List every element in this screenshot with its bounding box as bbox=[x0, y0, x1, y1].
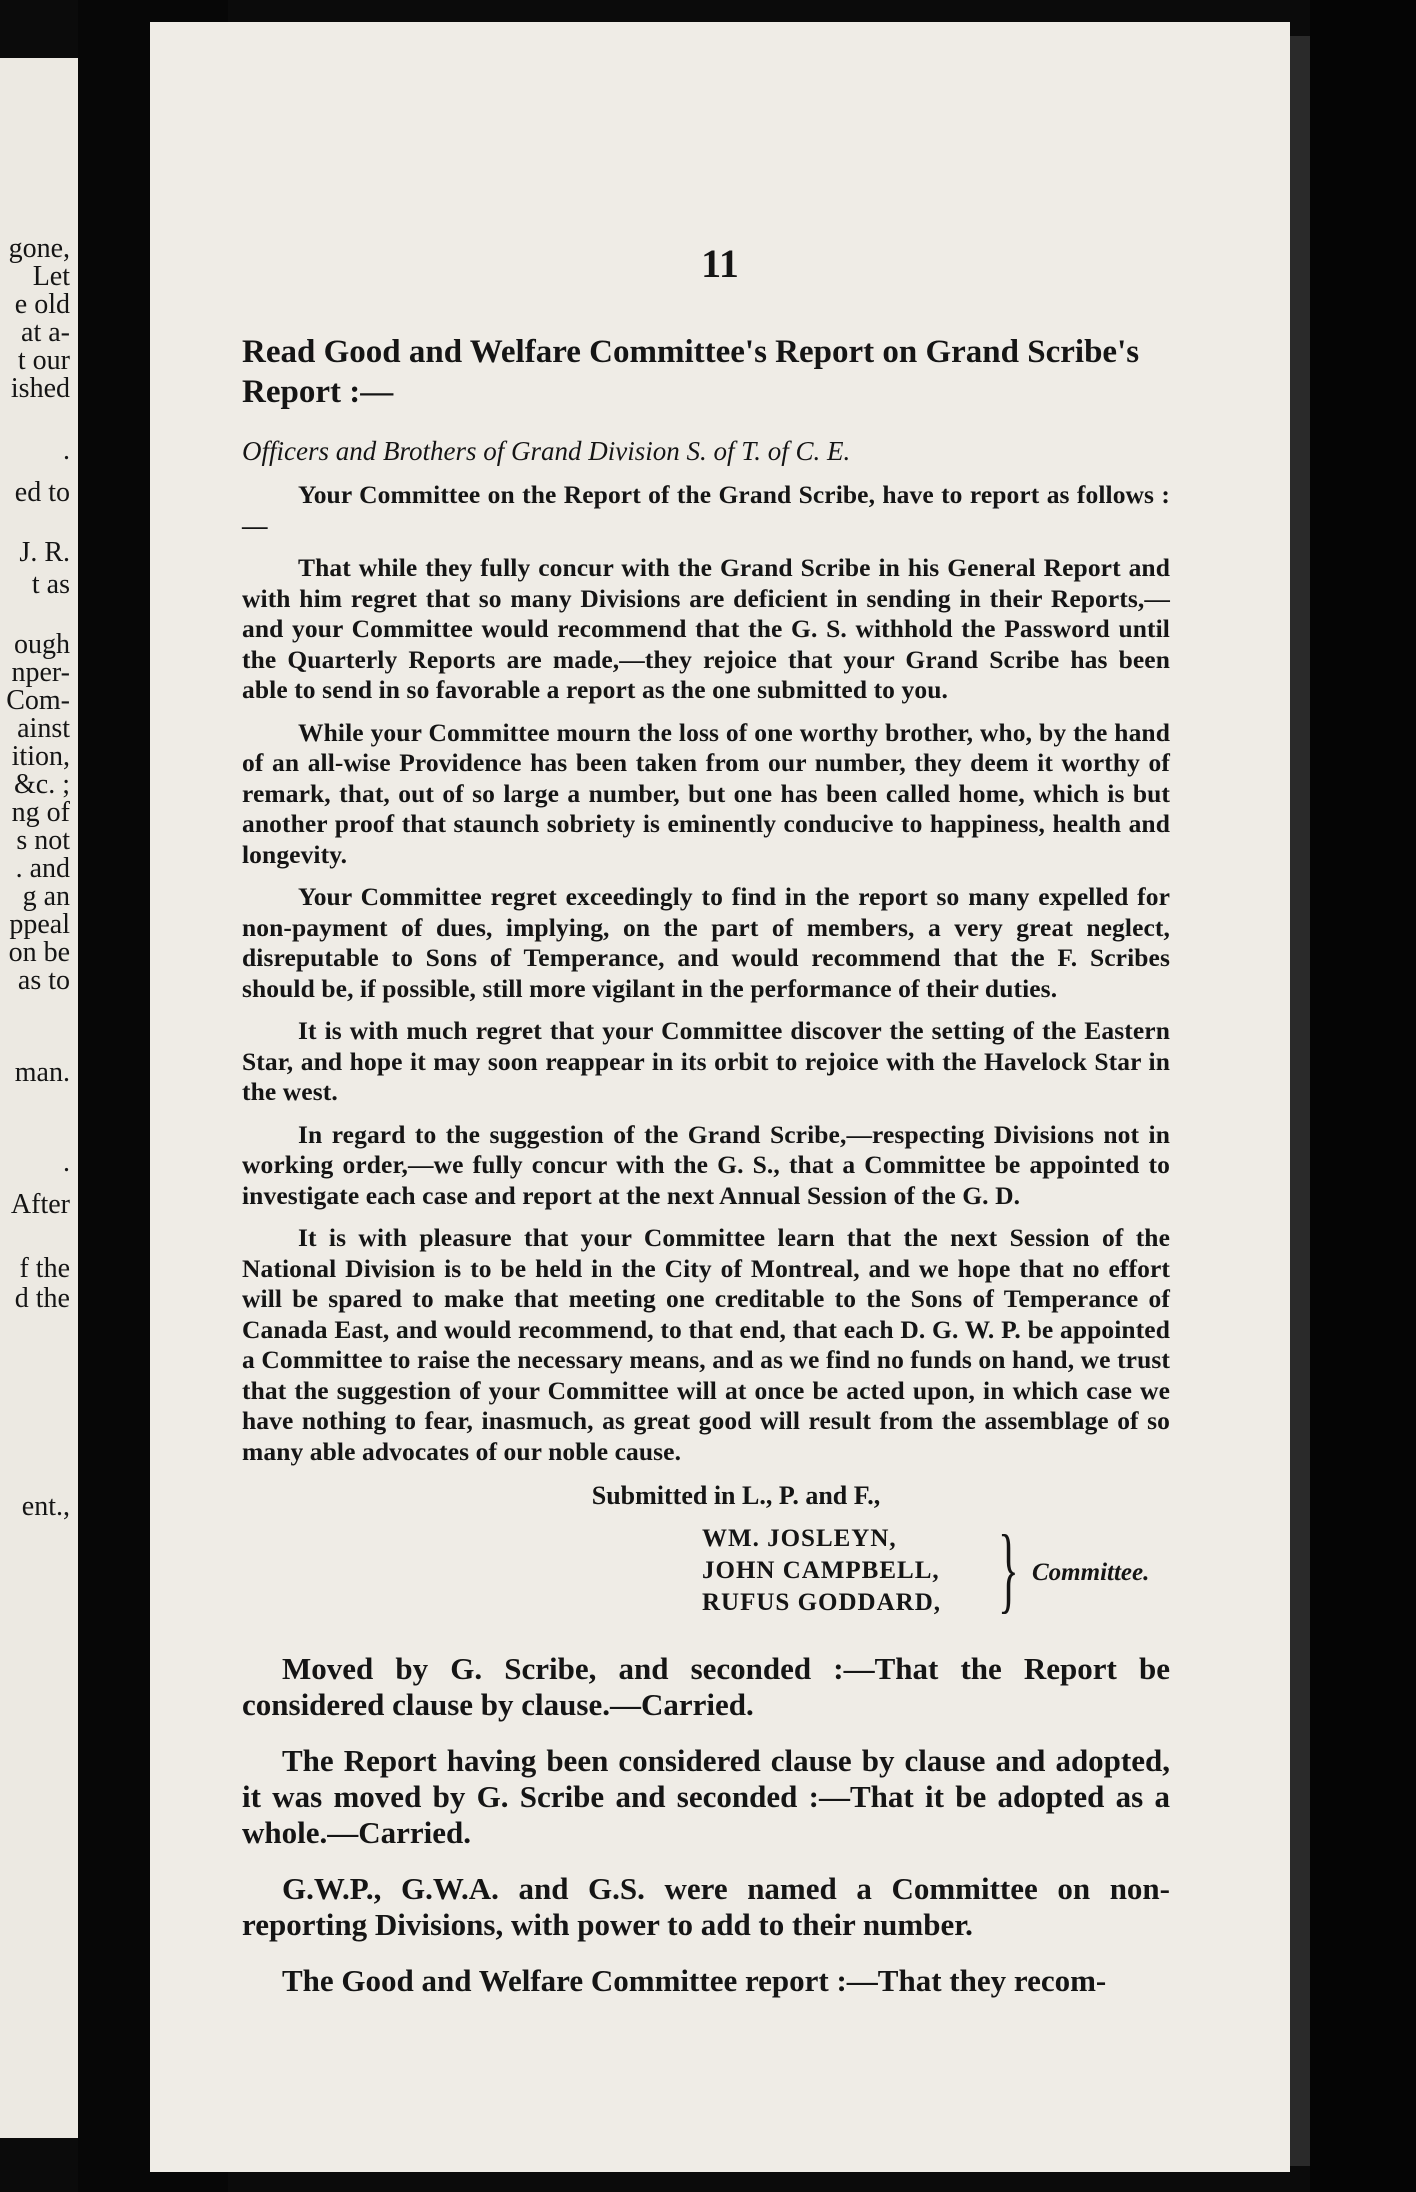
facing-page-fragment: ition, bbox=[11, 741, 70, 772]
signer-name: JOHN CAMPBELL, bbox=[702, 1557, 940, 1584]
submitted-line: Submitted in L., P. and F., bbox=[591, 1481, 881, 1510]
facing-page-fragment: gone, bbox=[8, 233, 70, 264]
salutation: Officers and Brothers of Grand Division S. of T. of C. E. bbox=[242, 436, 851, 466]
facing-page-fragment: After bbox=[10, 1189, 70, 1220]
page-body bbox=[242, 332, 1170, 2009]
report-paragraph: In regard to the suggestion of the Grand Scribe,—respecting Divisions not in working order,—we fully concur with the G. S., that a Committee be appointed to investigate each case and report at the next Annual Session of the G. D. bbox=[242, 1119, 1170, 1210]
report-paragraph: Your Committee regret exceedingly to find in the report so many expelled for non-payment of dues, implying, on the part of members, a very great neglect, disreputable to Sons of Temperance, and would recommend that the F. Scribes should be, if possible, still more vigilant in the performance of their duties. bbox=[242, 882, 1170, 1003]
facing-page-fragment: g an bbox=[22, 881, 70, 912]
facing-page-fragment: ng of bbox=[11, 797, 70, 828]
report-paragraph: Your Committee on the Report of the Grand Scribe, have to report as follows :— bbox=[242, 480, 1170, 540]
facing-page-fragment: d the bbox=[14, 1283, 70, 1314]
report-paragraph: That while they fully concur with the Grand Scribe in his General Report and with him regret that so many Divisions are deficient in sending in their Reports,—and your Committee would recommend that the G. S. withhold the Password until the Quarterly Reports are made,—they rejoice that your Grand Scribe has been able to send in so favorable a report as the one submitted to you. bbox=[242, 553, 1170, 704]
facing-page-fragment: ent., bbox=[21, 1491, 70, 1522]
facing-page-fragment: e old bbox=[14, 289, 70, 320]
facing-page-fragment: ainst bbox=[17, 713, 70, 744]
facing-page-fragment: . bbox=[63, 435, 70, 466]
signers-role: Committee. bbox=[1032, 1559, 1150, 1586]
document-page bbox=[150, 22, 1290, 2172]
facing-page-fragment: . bbox=[63, 1147, 70, 1178]
facing-page-fragment: as to bbox=[17, 965, 70, 996]
signer-name: RUFUS GODDARD, bbox=[702, 1589, 941, 1616]
facing-page-fragment: J. R. bbox=[19, 537, 70, 568]
facing-page-fragment: &c. ; bbox=[14, 769, 70, 800]
report-paragraph: It is with pleasure that your Committee learn that the next Session of the National Division is to be held in the City of Montreal, and we hope that no effort will be spared to make that meeting one creditable to the Sons of Temperance of Canada East, and would recommend, to that end, that each D. G. W. P. be appointed a Committee to raise the necessary means, and as we find no funds on hand, we trust that the suggestion of your Committee will at once be acted upon, in which case we have nothing to fear, inasmuch, as great good will result from the assemblage of so many able advocates of our noble cause. bbox=[242, 1223, 1170, 1466]
facing-page-fragment: s not bbox=[16, 825, 70, 856]
minutes-paragraph: G.W.P., G.W.A. and G.S. were named a Committee on non-reporting Divisions, with power to add to their number. bbox=[242, 1871, 1170, 1942]
report-paragraph: While your Committee mourn the loss of one worthy brother, who, by the hand of an all-wise Providence has been taken from our number, they deem it worthy of remark, that, out of so large a number, but one has been called home, which is but another proof that staunch sobriety is eminently conducive to happiness, health and longevity. bbox=[242, 717, 1170, 869]
facing-page-fragment: man. bbox=[14, 1057, 70, 1088]
facing-page-fragment: t as bbox=[31, 569, 70, 600]
facing-page-fragment: on be bbox=[8, 937, 70, 968]
page-number: 11 bbox=[701, 241, 739, 286]
facing-page-fragment: ppeal bbox=[9, 909, 70, 940]
signer-name: WM. JOSLEYN, bbox=[702, 1525, 897, 1552]
page-edge-shadow bbox=[1290, 36, 1310, 2166]
minutes-paragraph: Moved by G. Scribe, and seconded :—That the Report be considered clause by clause.—Carried. bbox=[242, 1651, 1170, 1722]
facing-page-fragment: ished bbox=[10, 373, 70, 404]
facing-page-edge bbox=[0, 58, 78, 2138]
scan-background bbox=[1310, 0, 1416, 2192]
minutes-paragraph: The Good and Welfare Committee report :—That they recom- bbox=[282, 1963, 1107, 1998]
report-paragraph: It is with much regret that your Committee discover the setting of the Eastern Star, and hope it may soon reappear in its orbit to rejoice with the Havelock Star in the west. bbox=[242, 1016, 1170, 1106]
facing-page-fragment: ed to bbox=[14, 477, 70, 508]
signature-block bbox=[702, 1515, 1170, 1631]
facing-page-fragment: Com- bbox=[6, 685, 70, 716]
facing-page-fragment: Let bbox=[32, 261, 70, 292]
facing-page-fragment: at a- bbox=[21, 317, 70, 348]
facing-page-fragment: t our bbox=[17, 345, 70, 376]
facing-page-fragment: f the bbox=[19, 1253, 70, 1284]
facing-page-fragment: ough bbox=[14, 629, 70, 660]
brace-icon: } bbox=[998, 1515, 1019, 1622]
section-heading: Read Good and Welfare Committee's Report on Grand Scribe's Report :— bbox=[242, 334, 1140, 410]
minutes-paragraph: The Report having been considered clause by clause and adopted, it was moved by G. Scribe and seconded :—That it be adopted as a whole.—Carried. bbox=[242, 1743, 1170, 1850]
facing-page-fragment: . and bbox=[15, 853, 70, 884]
facing-page-fragment: nper- bbox=[11, 657, 70, 688]
